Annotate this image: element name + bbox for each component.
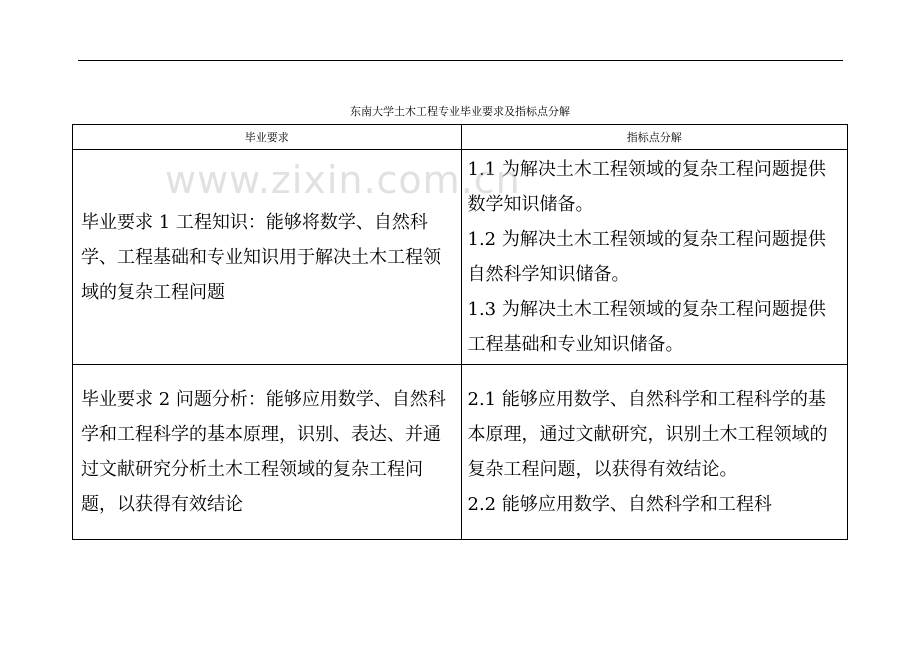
indicator-cell bbox=[461, 365, 848, 540]
watermark: www.zixin.com.cn bbox=[165, 158, 521, 202]
document-title: 东南大学土木工程专业毕业要求及指标点分解 bbox=[350, 105, 570, 118]
requirements-table bbox=[72, 124, 848, 540]
header-rule bbox=[78, 60, 843, 61]
indicator-item: 1.1 为解决土木工程领域的复杂工程问题提供数学知识储备。 bbox=[467, 159, 826, 215]
requirement-cell bbox=[73, 365, 462, 540]
table-row bbox=[73, 150, 848, 365]
indicator-item: 2.2 能够应用数学、自然科学和工程科 bbox=[467, 494, 772, 515]
indicator-item: 1.2 为解决土木工程领域的复杂工程问题提供自然科学知识储备。 bbox=[467, 229, 826, 285]
indicator-item: 1.3 为解决土木工程领域的复杂工程问题提供工程基础和专业知识储备。 bbox=[467, 299, 826, 355]
table-row bbox=[73, 365, 848, 540]
header-requirement: 毕业要求 bbox=[73, 125, 462, 150]
indicator-cell bbox=[461, 150, 848, 365]
requirement-cell bbox=[73, 150, 462, 365]
indicator-item: 2.1 能够应用数学、自然科学和工程科学的基本原理，通过文献研究，识别土木工程领域的复杂工程问题，以获得有效结论。 bbox=[467, 389, 828, 480]
header-indicator: 指标点分解 bbox=[461, 125, 848, 150]
requirement-text: 毕业要求 1 工程知识：能够将数学、自然科学、工程基础和专业知识用于解决土木工程领域的复杂工程问题 bbox=[81, 211, 441, 303]
requirements-table-container bbox=[72, 124, 848, 540]
requirement-text: 毕业要求 2 问题分析：能够应用数学、自然科学和工程科学的基本原理，识别、表达、并通过文献研究分析土木工程领域的复杂工程问题，以获得有效结论 bbox=[81, 389, 446, 515]
table-header-row bbox=[73, 125, 848, 150]
